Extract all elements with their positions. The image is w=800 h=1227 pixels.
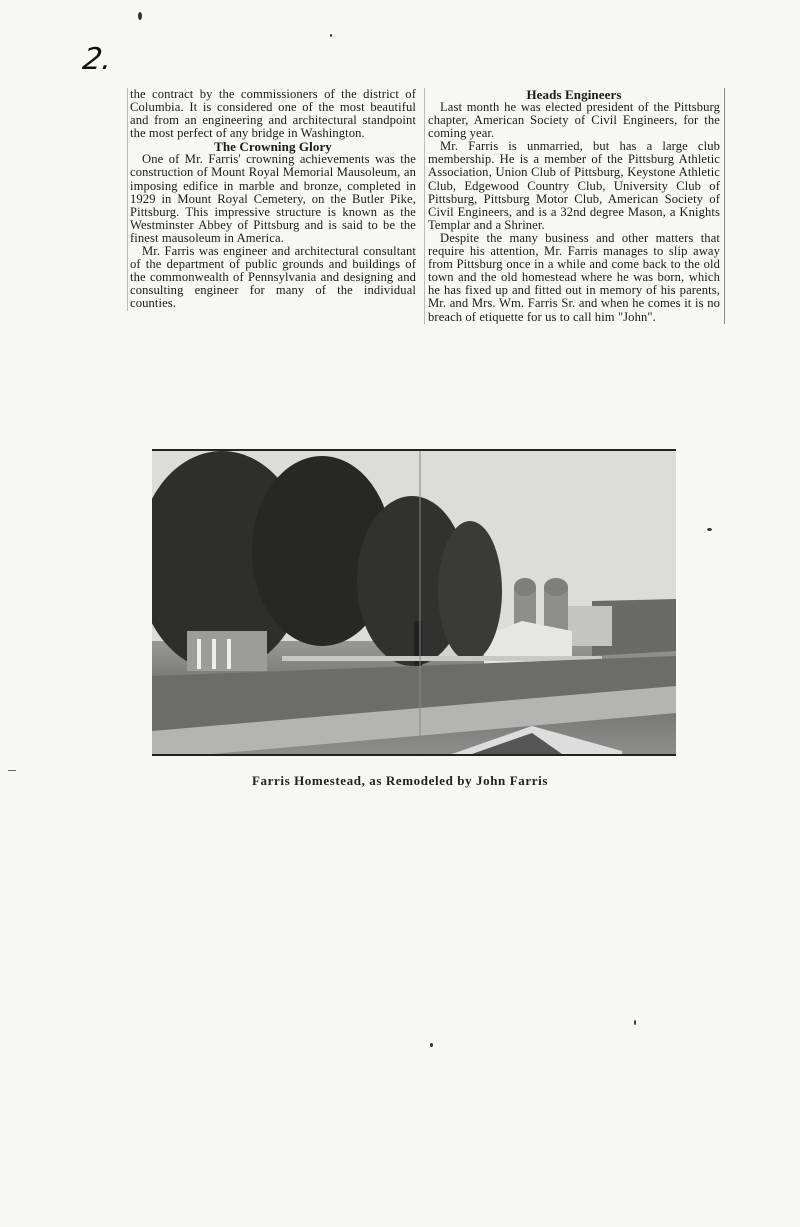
paragraph: Mr. Farris was engineer and architectural consultant of the department of public grounds and buildings of the commonwealth of Pennsylvania and designing and consulting engineer for many of the individual counties. <box>130 244 416 311</box>
right-column <box>424 88 725 324</box>
section-heading: The Crowning Glory <box>214 139 332 155</box>
print-speck <box>430 1043 433 1047</box>
section-heading: Heads Engineers <box>526 87 622 102</box>
paragraph: Last month he was elected president of the Pittsburg chapter, American Society of Civil Engineers, for the coming year. <box>428 100 720 141</box>
left-column <box>127 88 416 311</box>
photo-illustration <box>152 451 676 754</box>
page-number: 2. <box>80 42 115 77</box>
print-speck <box>330 34 332 37</box>
homestead-photo <box>152 449 676 756</box>
print-speck <box>138 12 142 20</box>
print-speck <box>707 528 712 531</box>
paragraph: the contract by the commissioners of the district of Columbia. It is considered one of the most beautiful and from an engineering and architectural standpoint the most perfect of any bridge in Washington. <box>130 87 416 141</box>
photo-caption: Farris Homestead, as Remodeled by John Farris <box>251 773 548 788</box>
print-speck <box>634 1020 636 1025</box>
paragraph: Despite the many business and other matters that require his attention, Mr. Farris manages to slip away from Pittsburg once in a while and come back to the old town and the old homestead where he was born, which he has fixed up and fitted out in memory of his parents, Mr. and Mrs. Wm. Farris Sr. and when he comes it is no breach of etiquette for us to call him "John". <box>428 230 720 324</box>
paragraph: One of Mr. Farris' crowning achievements was the construction of Mount Royal Memorial Mausoleum, an imposing edifice in marble and bronze, completed in 1929 in Mount Royal Cemetery, on the Butler Pike, Pittsburg. This impressive structure is known as the Westminster Abbey of Pittsburg and is said to be the finest mausoleum in America. <box>130 152 416 245</box>
margin-mark <box>8 770 16 771</box>
paragraph: Mr. Farris is unmarried, but has a large club membership. He is a member of the Pittsburg Athletic Association, Union Club of Pittsburg, Keystone Athletic Club, Edgewood Country Club, University Club of Pittsburg, Pittsburg Motor Club, American Society of Civil Engineers, and is a 32nd degree Mason, a Knights Templar and a Shriner. <box>428 139 720 232</box>
